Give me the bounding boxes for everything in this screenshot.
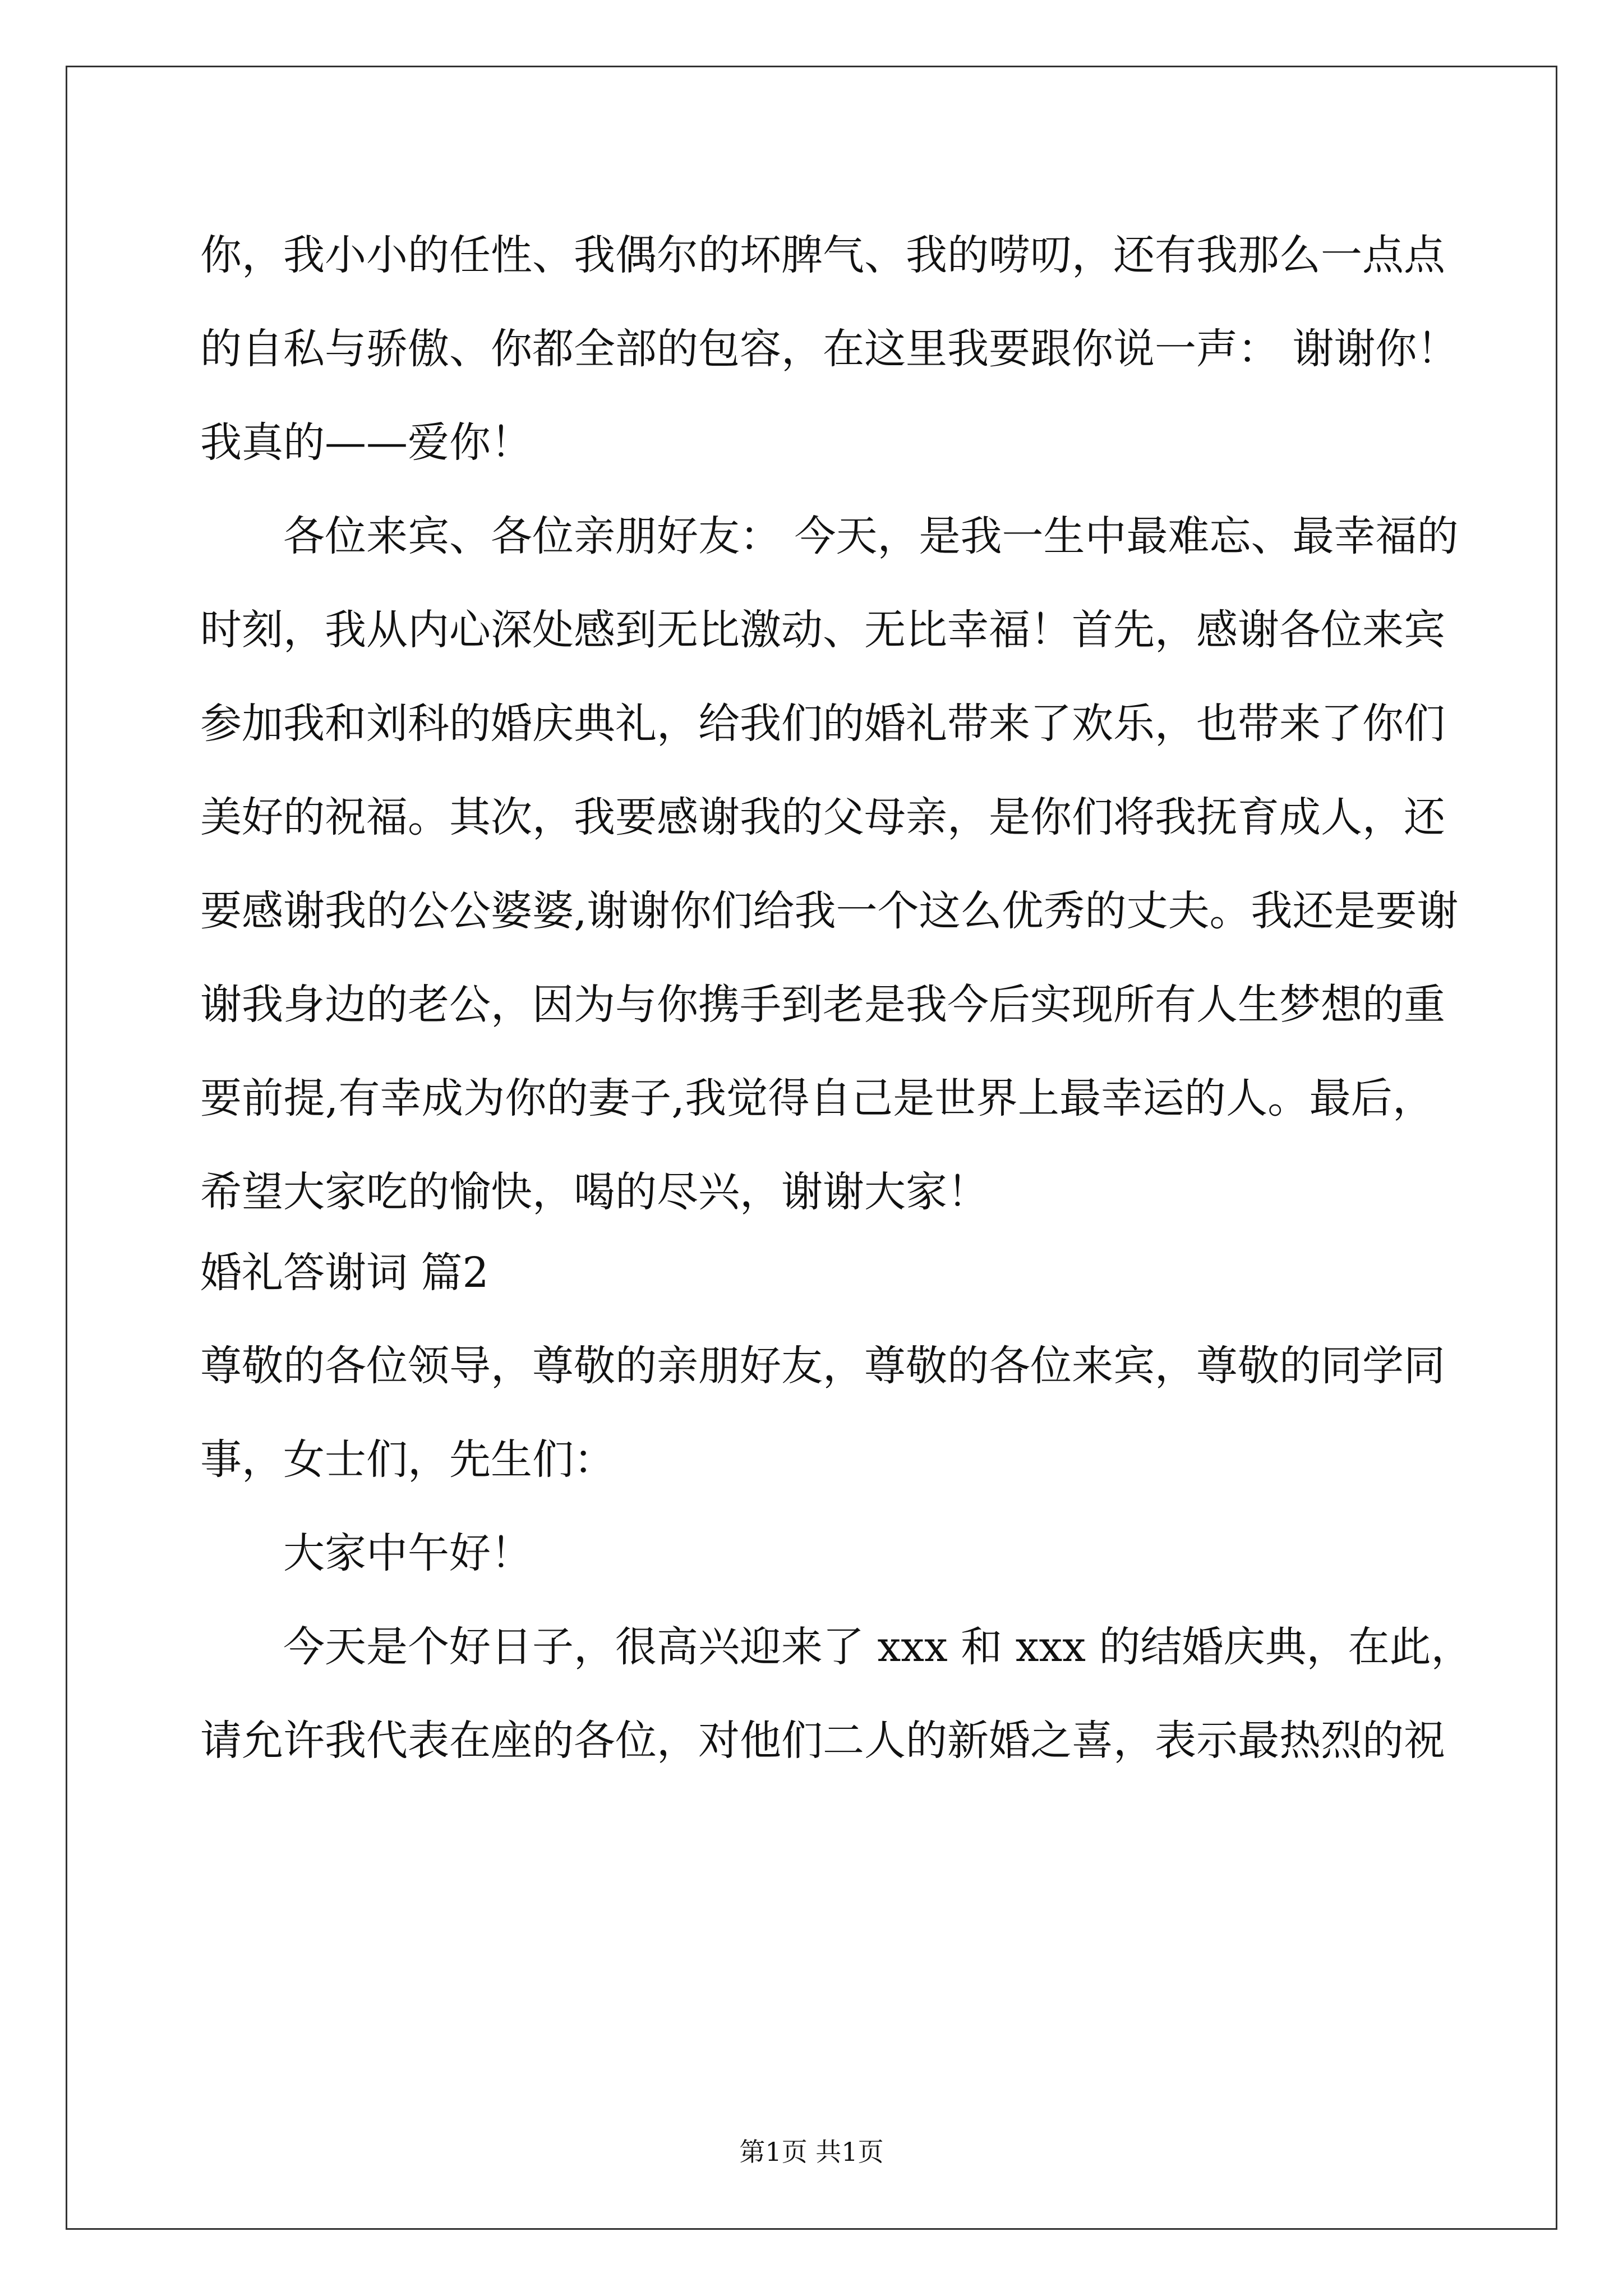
text-line: 请允许我代表在座的各位，对他们二人的新婚之喜，表示最热烈的祝 xyxy=(200,1717,1445,1765)
text-line: 要前提,有幸成为你的妻子,我觉得自己是世界上最幸运的人。最后， xyxy=(200,1074,1434,1122)
text-line: 谢我身边的老公，因为与你携手到老是我今后实现所有人生梦想的重 xyxy=(200,981,1445,1029)
text-line: 事，女士们，先生们： xyxy=(200,1435,615,1484)
text-line: 各位来宾、各位亲朋好友： 今天，是我一生中最难忘、最幸福的 xyxy=(283,512,1459,560)
text-line: 你，我小小的任性、我偶尔的坏脾气、我的唠叨，还有我那么一点点 xyxy=(200,231,1445,279)
text-line: 尊敬的各位领导，尊敬的亲朋好友，尊敬的各位来宾，尊敬的同学同 xyxy=(200,1342,1445,1390)
text-line: 美好的祝福。其次，我要感谢我的父母亲，是你们将我抚育成人，还 xyxy=(200,793,1445,841)
text-line: 参加我和刘科的婚庆典礼，给我们的婚礼带来了欢乐，也带来了你们 xyxy=(200,700,1445,748)
text-line: 的自私与骄傲、你都全部的包容，在这里我要跟你说一声： 谢谢你！ xyxy=(200,325,1459,373)
text-line: 我真的——爱你！ xyxy=(200,418,532,467)
text-line: 时刻，我从内心深处感到无比激动、无比幸福！首先，感谢各位来宾 xyxy=(200,606,1445,654)
section-heading: 婚礼答谢词 篇2 xyxy=(200,1249,489,1297)
text-line: 大家中午好！ xyxy=(283,1529,532,1577)
document-body xyxy=(200,209,1473,1788)
page-footer: 第1页 共1页 xyxy=(739,2137,884,2167)
text-line: 要感谢我的公公婆婆,谢谢你们给我一个这么优秀的丈夫。我还是要谢 xyxy=(200,887,1459,935)
text-line: 今天是个好日子，很高兴迎来了 xxx 和 xxx 的结婚庆典，在此， xyxy=(283,1623,1473,1671)
text-line: 希望大家吃的愉快，喝的尽兴，谢谢大家！ xyxy=(200,1168,989,1216)
